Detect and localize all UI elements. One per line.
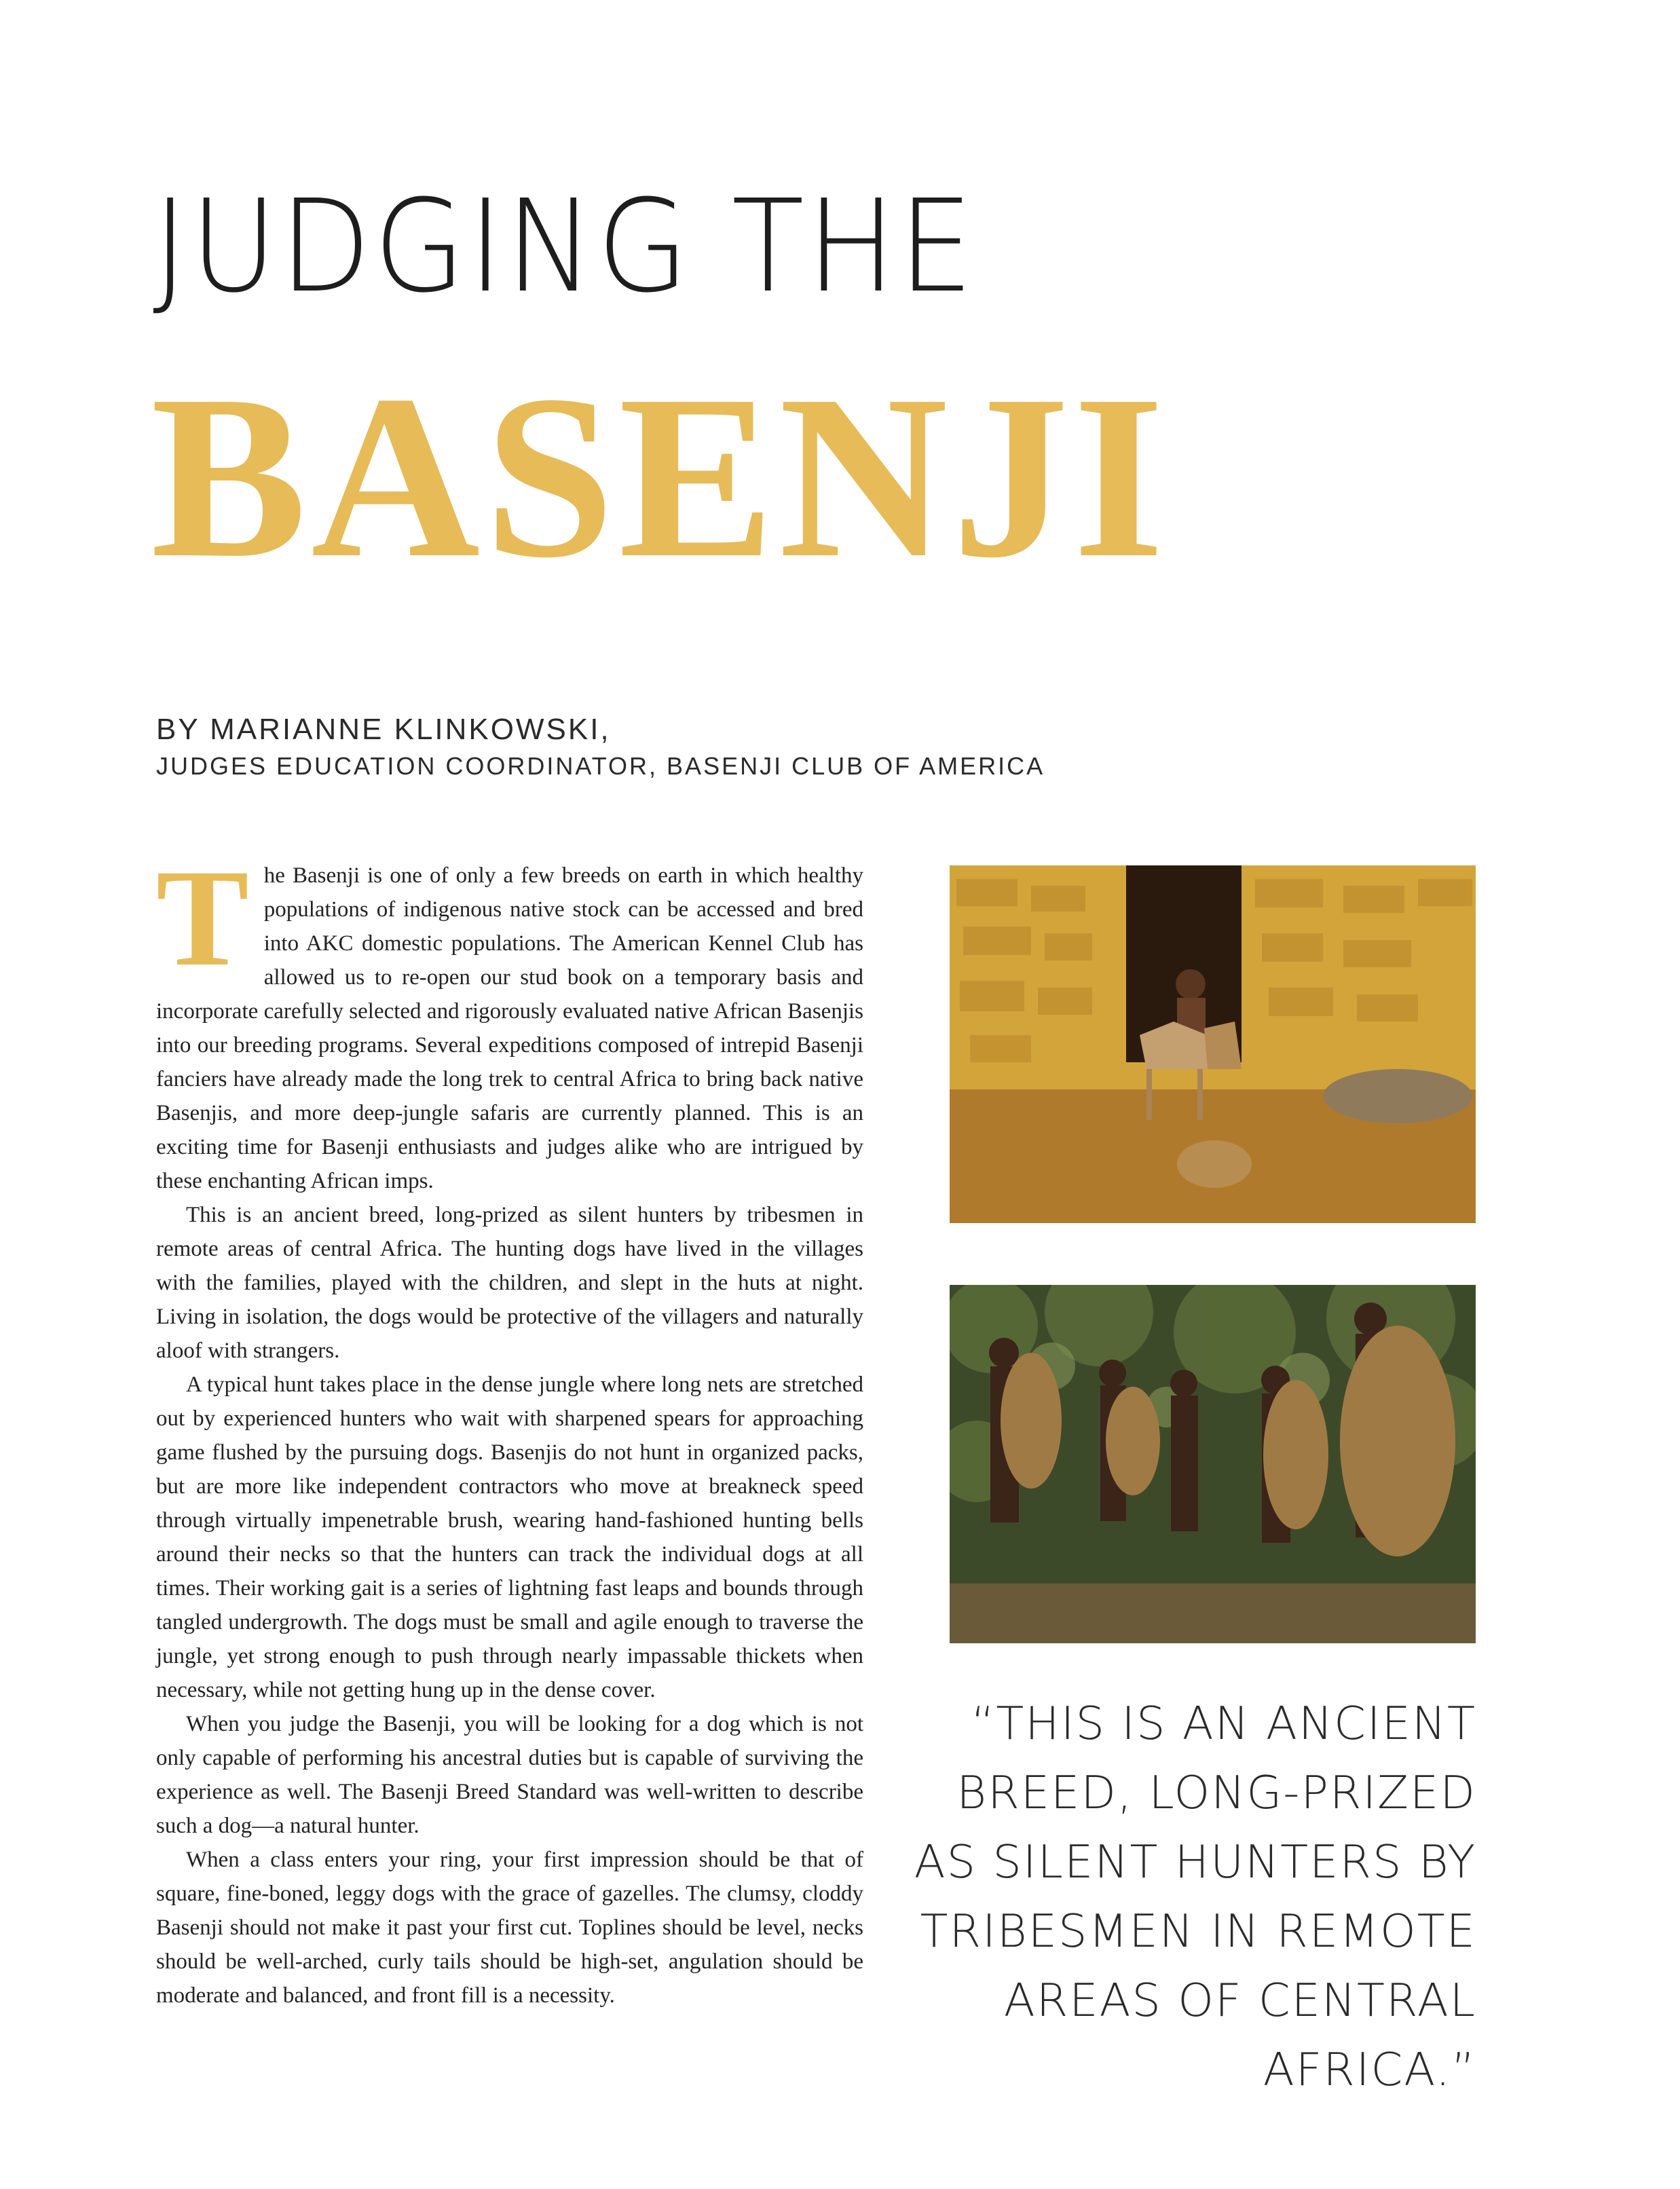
byline-author: BY MARIANNE KLINKOWSKI,	[156, 713, 611, 746]
article-paragraph-5: When a class enters your ring, your first impression should be that of square, fine-boned, leggy dogs with the grace of gazelles. The clumsy, cloddy Basenji should not make it past your first cut. Toplines should be level, necks should be well-arched, curly tails should be high-set, angulation should be moderate and balanced, and front fill is a necessity.	[156, 1848, 863, 2008]
article-paragraph-4: When you judge the Basenji, you will be looking for a dog which is not only capable of performing his ancestral duties but is capable of surviving the experience as well. The Basenji Breed Standard was well-written to describe such a dog—a natural hunter.	[156, 1712, 863, 1838]
photo-hunters-with-nets	[950, 1285, 1476, 1643]
article-body	[156, 841, 863, 2013]
title-line-2: BASENJI	[151, 347, 1169, 606]
photo-village-hut	[950, 865, 1476, 1223]
drop-cap: T	[156, 841, 249, 995]
hunters-image	[950, 1285, 1476, 1643]
article-paragraph-3: A typical hunt takes place in the dense jungle where long nets are stretched out by experienced hunters who wait with sharpened spears for approaching game flushed by the pursuing dogs. Basenjis do not hunt in organized packs, but are more like independent contractors who move at breakneck speed through virtually impenetrable brush, wearing hand-fashioned hunting bells around their necks so that the hunters can track the individual dogs at all times. Their working gait is a series of lightning fast leaps and bounds through tangled undergrowth. The dogs must be small and agile enough to traverse the jungle, yet strong enough to push through nearly impassable thickets when necessary, while not getting hung up in the dense cover.	[156, 1372, 863, 1702]
pull-quote: “THIS IS AN ANCIENT BREED, LONG-PRIZED AS SILENT HUNTERS BY TRIBESMEN IN REMOTE AREAS OF CENTRAL AFRICA.”	[914, 1697, 1476, 2096]
village-hut-image	[950, 865, 1476, 1223]
article-paragraph-2: This is an ancient breed, long-prized as silent hunters by tribesmen in remote areas of central Africa. The hunting dogs have lived in the villages with the families, played with the children, and slept in the huts at night. Living in isolation, the dogs would be protective of the villagers and naturally aloof with strangers.	[156, 1203, 863, 1363]
article-paragraph-1	[156, 841, 863, 1198]
byline-role: JUDGES EDUCATION COORDINATOR, BASENJI CLUB OF AMERICA	[156, 752, 1045, 780]
paragraph-1-text: he Basenji is one of only a few breeds on earth in which healthy populations of indigenous native stock can be accessed and bred into AKC domestic populations. The American Kennel Club has allowed us to re-open our stud book on a temporary basis and incorporate carefully selected and rigorously evaluated native African Basenjis into our breeding programs. Several expeditions composed of intrepid Basenji fanciers have already made the long trek to central Africa to bring back native Basenjis, and more deep-jungle safaris are currently planned. This is an exciting time for Basenji enthusiasts and judges alike who are intrigued by these enchanting African imps.	[156, 863, 863, 1193]
title-line-1: JUDGING THE	[153, 172, 976, 321]
